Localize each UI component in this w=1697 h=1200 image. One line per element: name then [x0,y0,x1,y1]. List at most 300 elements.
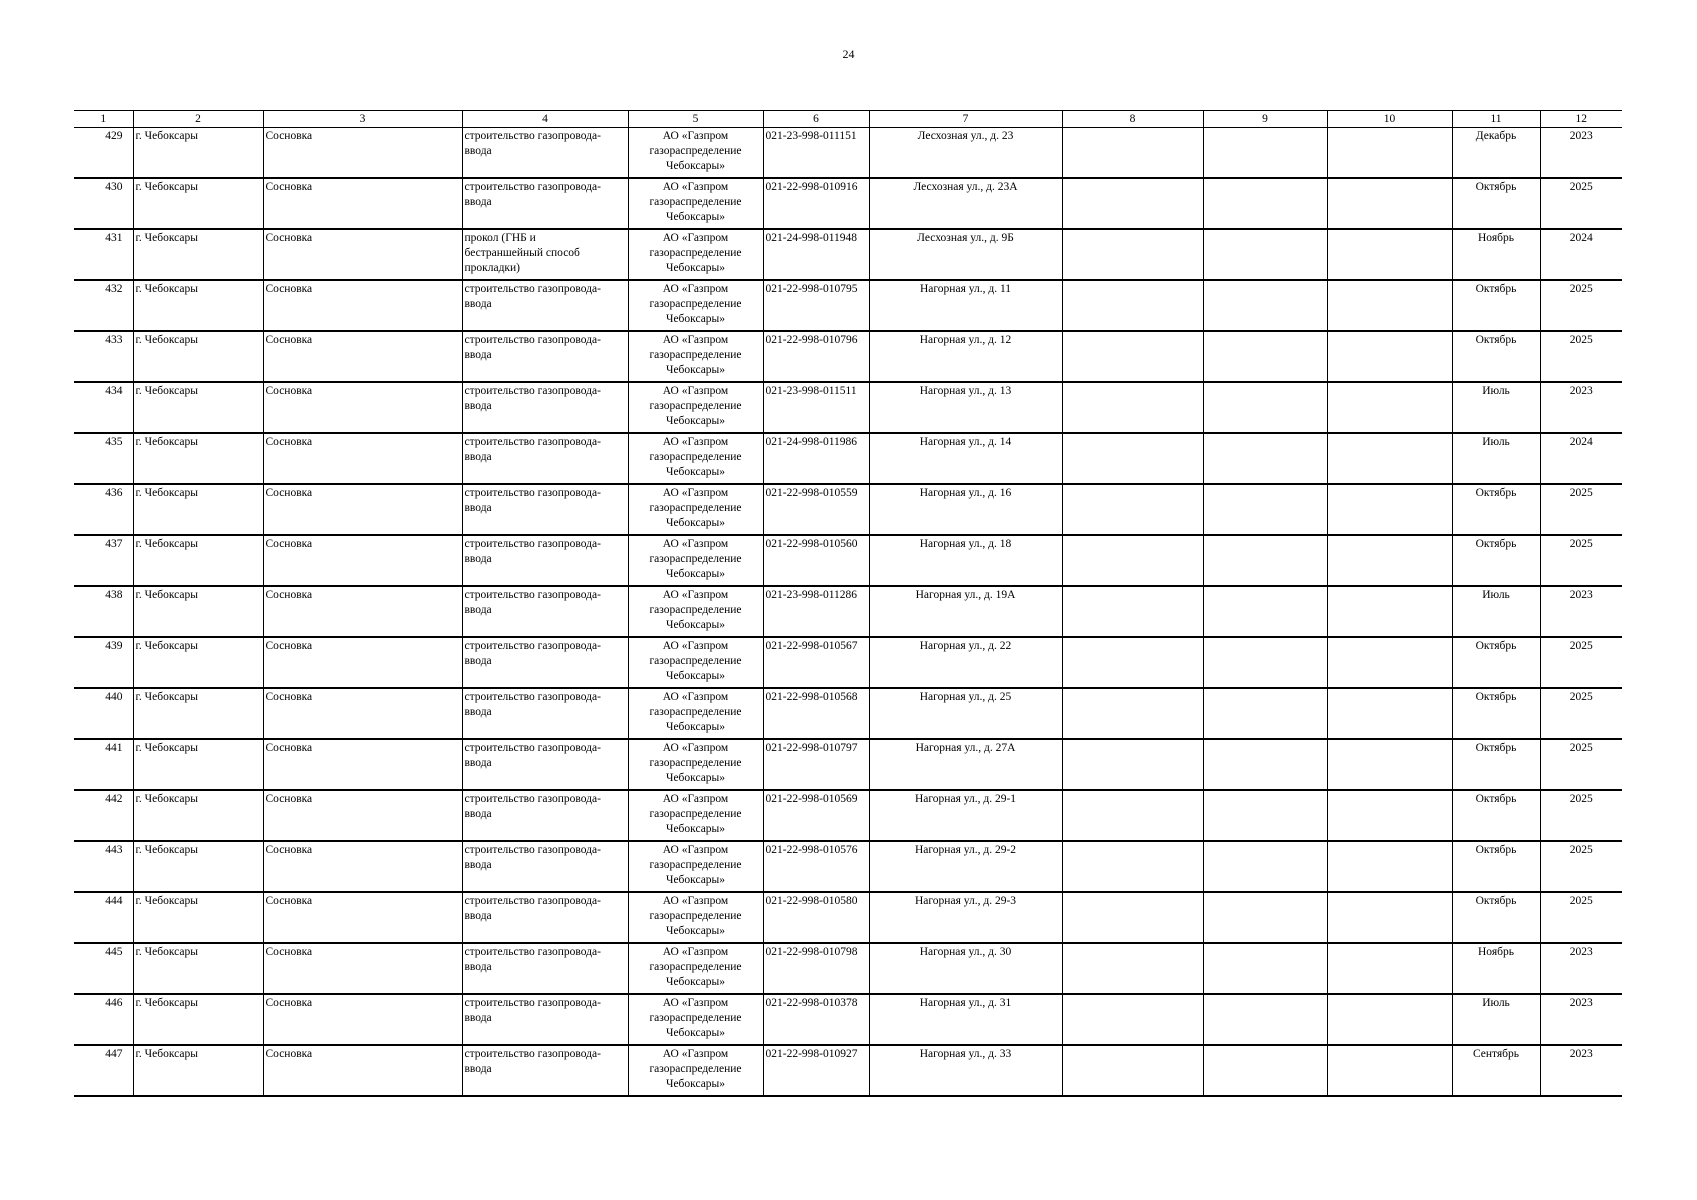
work-type-cell-line: ввода [464,298,492,310]
table-row [74,280,1622,331]
city-cell: г. Чебоксары [133,637,263,688]
row-number-cell: 434 [74,382,133,433]
organization-cell [628,994,763,1045]
column-8-cell [1062,739,1203,790]
month-cell: Сентябрь [1452,1045,1540,1096]
table-row [74,943,1622,994]
row-number-cell: 435 [74,433,133,484]
column-10-cell [1327,433,1452,484]
organization-cell [628,331,763,382]
organization-cell-line: газораспределение [649,757,742,769]
district-cell: Сосновка [263,280,462,331]
organization-cell [628,943,763,994]
organization-cell-line: Чебоксары» [665,415,726,427]
address-cell: Нагорная ул., д. 12 [869,331,1062,382]
organization-cell [628,637,763,688]
district-cell: Сосновка [263,994,462,1045]
organization-cell-line: АО «Газпром [662,946,729,958]
column-10-cell [1327,841,1452,892]
address-cell: Нагорная ул., д. 19А [869,586,1062,637]
organization-cell-line: газораспределение [649,145,742,157]
organization-cell [628,688,763,739]
work-type-cell-line: ввода [464,1012,492,1024]
organization-cell-line: Чебоксары» [665,211,726,223]
column-9-cell [1203,535,1327,586]
column-8-cell [1062,178,1203,229]
work-type-cell [462,688,628,739]
address-cell: Лесхозная ул., д. 9Б [869,229,1062,280]
object-code-cell: 021-23-998-011286 [763,586,869,637]
column-header: 9 [1203,111,1327,128]
column-8-cell [1062,229,1203,280]
city-cell: г. Чебоксары [133,943,263,994]
work-type-cell [462,841,628,892]
month-cell: Октябрь [1452,484,1540,535]
column-8-cell [1062,586,1203,637]
column-10-cell [1327,331,1452,382]
row-number-cell: 441 [74,739,133,790]
column-8-cell [1062,382,1203,433]
organization-cell-line: газораспределение [649,349,742,361]
row-number-cell: 431 [74,229,133,280]
column-10-cell [1327,178,1452,229]
work-type-cell-line: строительство газопровода- [464,997,601,1009]
year-cell: 2025 [1540,739,1622,790]
column-header: 6 [763,111,869,128]
table-row [74,637,1622,688]
organization-cell-line: газораспределение [649,706,742,718]
column-9-cell [1203,433,1327,484]
work-type-cell-line: ввода [464,349,492,361]
city-cell: г. Чебоксары [133,790,263,841]
work-type-cell [462,535,628,586]
object-code-cell: 021-24-998-011986 [763,433,869,484]
table-row [74,331,1622,382]
district-cell: Сосновка [263,739,462,790]
organization-cell-line: Чебоксары» [665,772,726,784]
column-10-cell [1327,943,1452,994]
district-cell: Сосновка [263,586,462,637]
column-10-cell [1327,994,1452,1045]
row-number-cell: 445 [74,943,133,994]
row-number-cell: 440 [74,688,133,739]
address-cell: Нагорная ул., д. 29-3 [869,892,1062,943]
organization-cell-line: Чебоксары» [665,976,726,988]
year-cell: 2023 [1540,994,1622,1045]
column-9-cell [1203,688,1327,739]
column-9-cell [1203,178,1327,229]
column-9-cell [1203,382,1327,433]
year-cell: 2023 [1540,1045,1622,1096]
table-row [74,739,1622,790]
column-8-cell [1062,790,1203,841]
column-10-cell [1327,1045,1452,1096]
month-cell: Октябрь [1452,178,1540,229]
row-number-cell: 433 [74,331,133,382]
city-cell: г. Чебоксары [133,229,263,280]
object-code-cell: 021-23-998-011151 [763,128,869,179]
column-9-cell [1203,331,1327,382]
work-type-cell-line: строительство газопровода- [464,589,601,601]
organization-cell-line: газораспределение [649,298,742,310]
column-10-cell [1327,637,1452,688]
table-row [74,382,1622,433]
address-cell: Нагорная ул., д. 33 [869,1045,1062,1096]
organization-cell-line: АО «Газпром [662,487,729,499]
organization-cell-line: АО «Газпром [662,895,729,907]
object-code-cell: 021-22-998-010378 [763,994,869,1045]
address-cell: Нагорная ул., д. 13 [869,382,1062,433]
organization-cell-line: Чебоксары» [665,1027,726,1039]
year-cell: 2025 [1540,331,1622,382]
organization-cell-line: АО «Газпром [662,283,729,295]
city-cell: г. Чебоксары [133,128,263,179]
organization-cell-line: АО «Газпром [662,130,729,142]
city-cell: г. Чебоксары [133,586,263,637]
column-8-cell [1062,892,1203,943]
column-9-cell [1203,739,1327,790]
column-9-cell [1203,943,1327,994]
city-cell: г. Чебоксары [133,280,263,331]
column-10-cell [1327,229,1452,280]
city-cell: г. Чебоксары [133,484,263,535]
organization-cell-line: газораспределение [649,553,742,565]
city-cell: г. Чебоксары [133,688,263,739]
column-8-cell [1062,688,1203,739]
organization-cell [628,178,763,229]
year-cell: 2025 [1540,484,1622,535]
month-cell: Октябрь [1452,637,1540,688]
column-8-cell [1062,637,1203,688]
column-9-cell [1203,1045,1327,1096]
table-row [74,178,1622,229]
object-code-cell: 021-22-998-010569 [763,790,869,841]
object-code-cell: 021-22-998-010580 [763,892,869,943]
organization-cell-line: АО «Газпром [662,181,729,193]
organization-cell [628,841,763,892]
month-cell: Октябрь [1452,535,1540,586]
object-code-cell: 021-22-998-010798 [763,943,869,994]
column-8-cell [1062,280,1203,331]
city-cell: г. Чебоксары [133,841,263,892]
address-cell: Нагорная ул., д. 30 [869,943,1062,994]
column-9-cell [1203,994,1327,1045]
column-10-cell [1327,790,1452,841]
address-cell: Нагорная ул., д. 11 [869,280,1062,331]
row-number-cell: 436 [74,484,133,535]
table-row [74,433,1622,484]
table-row [74,484,1622,535]
column-header: 12 [1540,111,1622,128]
organization-cell-line: газораспределение [649,604,742,616]
column-8-cell [1062,1045,1203,1096]
month-cell: Июль [1452,994,1540,1045]
column-header: 4 [462,111,628,128]
city-cell: г. Чебоксары [133,892,263,943]
work-type-cell-line: строительство газопровода- [464,487,601,499]
month-cell: Декабрь [1452,128,1540,179]
work-type-cell-line: строительство газопровода- [464,130,601,142]
table-row [74,586,1622,637]
column-10-cell [1327,280,1452,331]
organization-cell-line: АО «Газпром [662,997,729,1009]
row-number-cell: 437 [74,535,133,586]
organization-cell-line: Чебоксары» [665,517,726,529]
work-type-cell-line: строительство газопровода- [464,334,601,346]
month-cell: Октябрь [1452,892,1540,943]
work-type-cell-line: ввода [464,451,492,463]
city-cell: г. Чебоксары [133,382,263,433]
district-cell: Сосновка [263,688,462,739]
work-type-cell-line: ввода [464,196,492,208]
organization-cell-line: газораспределение [649,910,742,922]
district-cell: Сосновка [263,178,462,229]
work-type-cell-line: ввода [464,961,492,973]
address-cell: Нагорная ул., д. 25 [869,688,1062,739]
organization-cell-line: газораспределение [649,859,742,871]
organization-cell-line: АО «Газпром [662,793,729,805]
year-cell: 2025 [1540,535,1622,586]
address-cell: Нагорная ул., д. 22 [869,637,1062,688]
district-cell: Сосновка [263,229,462,280]
column-header: 8 [1062,111,1203,128]
organization-cell-line: Чебоксары» [665,721,726,733]
work-type-cell-line: строительство газопровода- [464,181,601,193]
district-cell: Сосновка [263,484,462,535]
organization-cell [628,790,763,841]
month-cell: Ноябрь [1452,229,1540,280]
work-type-cell-line: строительство газопровода- [464,691,601,703]
year-cell: 2025 [1540,178,1622,229]
column-10-cell [1327,739,1452,790]
work-type-cell-line: прокладки) [464,262,521,274]
organization-cell-line: Чебоксары» [665,925,726,937]
object-code-cell: 021-24-998-011948 [763,229,869,280]
object-code-cell: 021-22-998-010927 [763,1045,869,1096]
column-header: 7 [869,111,1062,128]
organization-cell-line: газораспределение [649,451,742,463]
column-9-cell [1203,229,1327,280]
table-row [74,688,1622,739]
column-header: 10 [1327,111,1452,128]
table-row [74,892,1622,943]
column-number-row [74,111,1622,128]
row-number-cell: 439 [74,637,133,688]
column-9-cell [1203,280,1327,331]
organization-cell-line: АО «Газпром [662,334,729,346]
city-cell: г. Чебоксары [133,535,263,586]
object-code-cell: 021-22-998-010797 [763,739,869,790]
district-cell: Сосновка [263,382,462,433]
work-type-cell-line: ввода [464,145,492,157]
work-type-cell-line: ввода [464,706,492,718]
work-type-cell [462,586,628,637]
organization-cell-line: Чебоксары» [665,313,726,325]
organization-cell [628,535,763,586]
organization-cell-line: Чебоксары» [665,874,726,886]
organization-cell-line: Чебоксары» [665,823,726,835]
object-code-cell: 021-22-998-010576 [763,841,869,892]
column-8-cell [1062,841,1203,892]
district-cell: Сосновка [263,637,462,688]
table-row [74,790,1622,841]
object-code-cell: 021-22-998-010796 [763,331,869,382]
column-8-cell [1062,331,1203,382]
year-cell: 2025 [1540,637,1622,688]
organization-cell-line: газораспределение [649,247,742,259]
organization-cell [628,1045,763,1096]
work-type-cell-line: ввода [464,910,492,922]
work-type-cell-line: строительство газопровода- [464,895,601,907]
month-cell: Июль [1452,586,1540,637]
row-number-cell: 444 [74,892,133,943]
column-9-cell [1203,586,1327,637]
address-cell: Лесхозная ул., д. 23 [869,128,1062,179]
work-type-cell-line: строительство газопровода- [464,283,601,295]
organization-cell-line: Чебоксары» [665,364,726,376]
row-number-cell: 429 [74,128,133,179]
work-type-cell-line: строительство газопровода- [464,538,601,550]
column-9-cell [1203,128,1327,179]
address-cell: Нагорная ул., д. 18 [869,535,1062,586]
column-10-cell [1327,382,1452,433]
organization-cell-line: газораспределение [649,961,742,973]
column-8-cell [1062,433,1203,484]
column-10-cell [1327,688,1452,739]
organization-cell-line: АО «Газпром [662,640,729,652]
organization-cell-line: АО «Газпром [662,385,729,397]
month-cell: Октябрь [1452,280,1540,331]
year-cell: 2024 [1540,433,1622,484]
row-number-cell: 446 [74,994,133,1045]
organization-cell [628,433,763,484]
work-type-cell-line: прокол (ГНБ и [464,232,536,244]
year-cell: 2025 [1540,280,1622,331]
work-type-cell-line: строительство газопровода- [464,844,601,856]
work-type-cell-line: ввода [464,502,492,514]
table-row [74,1045,1622,1096]
organization-cell-line: газораспределение [649,1063,742,1075]
row-number-cell: 443 [74,841,133,892]
district-cell: Сосновка [263,790,462,841]
work-type-cell-line: строительство газопровода- [464,793,601,805]
work-type-cell-line: ввода [464,808,492,820]
column-10-cell [1327,586,1452,637]
work-type-cell [462,739,628,790]
object-code-cell: 021-22-998-010568 [763,688,869,739]
month-cell: Октябрь [1452,739,1540,790]
column-10-cell [1327,535,1452,586]
organization-cell-line: газораспределение [649,808,742,820]
organization-cell-line: АО «Газпром [662,1048,729,1060]
work-type-cell [462,280,628,331]
address-cell: Нагорная ул., д. 31 [869,994,1062,1045]
city-cell: г. Чебоксары [133,433,263,484]
work-type-cell-line: ввода [464,553,492,565]
year-cell: 2025 [1540,841,1622,892]
row-number-cell: 438 [74,586,133,637]
column-9-cell [1203,637,1327,688]
work-type-cell [462,892,628,943]
organization-cell [628,229,763,280]
organization-cell [628,892,763,943]
object-code-cell: 021-22-998-010560 [763,535,869,586]
organization-cell-line: Чебоксары» [665,568,726,580]
work-type-cell-line: строительство газопровода- [464,640,601,652]
column-9-cell [1203,841,1327,892]
column-header: 1 [74,111,133,128]
address-cell: Нагорная ул., д. 29-1 [869,790,1062,841]
column-8-cell [1062,484,1203,535]
year-cell: 2023 [1540,586,1622,637]
year-cell: 2025 [1540,790,1622,841]
work-type-cell [462,484,628,535]
year-cell: 2025 [1540,892,1622,943]
column-10-cell [1327,484,1452,535]
row-number-cell: 447 [74,1045,133,1096]
district-cell: Сосновка [263,1045,462,1096]
organization-cell [628,484,763,535]
column-header: 11 [1452,111,1540,128]
table-row [74,994,1622,1045]
organization-cell-line: газораспределение [649,400,742,412]
address-cell: Нагорная ул., д. 27А [869,739,1062,790]
table-row [74,535,1622,586]
work-type-cell [462,994,628,1045]
city-cell: г. Чебоксары [133,178,263,229]
table-row [74,229,1622,280]
organization-cell-line: АО «Газпром [662,436,729,448]
organization-cell-line: АО «Газпром [662,589,729,601]
district-cell: Сосновка [263,433,462,484]
work-type-cell-line: строительство газопровода- [464,946,601,958]
column-9-cell [1203,484,1327,535]
organization-cell-line: газораспределение [649,196,742,208]
district-cell: Сосновка [263,892,462,943]
column-9-cell [1203,790,1327,841]
organization-cell-line: газораспределение [649,1012,742,1024]
work-type-cell-line: бестраншейный способ [464,247,580,259]
organization-cell [628,128,763,179]
work-type-cell-line: строительство газопровода- [464,742,601,754]
organization-cell-line: АО «Газпром [662,844,729,856]
address-cell: Нагорная ул., д. 16 [869,484,1062,535]
work-type-cell-line: ввода [464,655,492,667]
column-9-cell [1203,892,1327,943]
work-type-cell [462,331,628,382]
column-header: 2 [133,111,263,128]
district-cell: Сосновка [263,943,462,994]
row-number-cell: 430 [74,178,133,229]
table-row [74,841,1622,892]
organization-cell-line: Чебоксары» [665,262,726,274]
district-cell: Сосновка [263,128,462,179]
column-10-cell [1327,892,1452,943]
work-type-cell [462,229,628,280]
organization-cell-line: газораспределение [649,655,742,667]
work-type-cell-line: ввода [464,400,492,412]
work-type-cell-line: ввода [464,604,492,616]
organization-cell-line: Чебоксары» [665,160,726,172]
address-cell: Нагорная ул., д. 29-2 [869,841,1062,892]
table-row [74,128,1622,179]
work-type-cell [462,382,628,433]
city-cell: г. Чебоксары [133,331,263,382]
object-code-cell: 021-22-998-010559 [763,484,869,535]
column-8-cell [1062,994,1203,1045]
organization-cell [628,739,763,790]
year-cell: 2025 [1540,688,1622,739]
